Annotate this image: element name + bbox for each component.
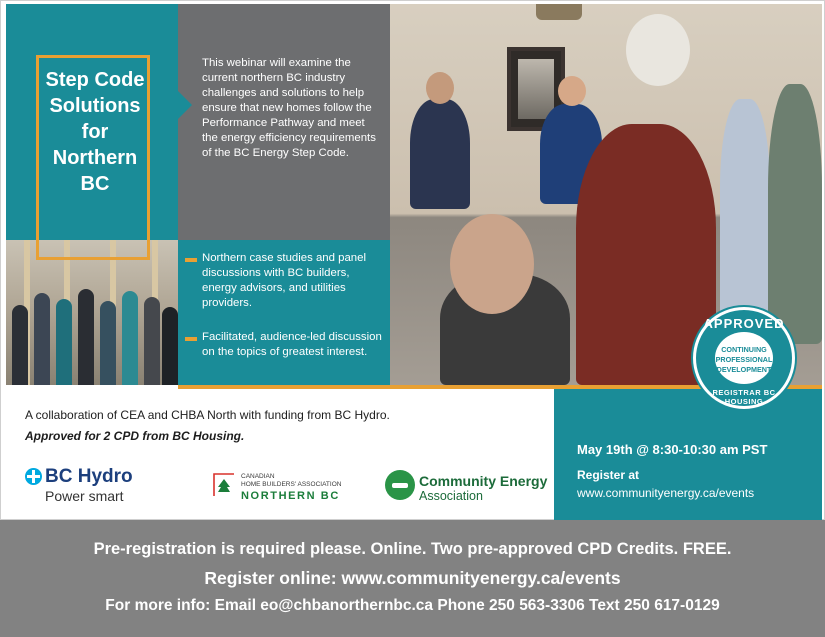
seal-line: DEVELOPMENT (716, 365, 772, 374)
bullet-item: Facilitated, audience-led discussion on the topics of greatest interest. (202, 331, 382, 358)
seal-center-text (710, 345, 778, 375)
contact-info-line: For more info: Email eo@chbanorthernbc.ca Phone 250 563-3306 Text 250 617-0129 (105, 597, 720, 614)
event-date: May 19th @ 8:30-10:30 am PST (577, 442, 768, 457)
chba-logo-icon (213, 473, 235, 497)
chba-line: HOME BUILDERS' ASSOCIATION (241, 481, 342, 488)
seal-bottom-text: REGISTRAR BC HOUSING (712, 388, 776, 406)
register-online-line[interactable]: Register online: www.communityenergy.ca/events (204, 568, 621, 588)
community-energy-logo-name: Community Energy (419, 473, 548, 489)
community-energy-logo-sub: Association (419, 489, 483, 503)
seal-line: CONTINUING (721, 345, 767, 354)
webinar-description: This webinar will examine the current northern BC industry challenges and solutions to help ensure that new homes follow the Performance Pathway and meet the energy efficiency requirements of the BC Energy Step Code. (202, 57, 376, 159)
bullet-marker (185, 258, 197, 262)
builders-photo (6, 240, 178, 385)
bc-hydro-logo-icon (25, 468, 42, 485)
register-label: Register at (577, 468, 640, 482)
title-line: Solutions (49, 95, 141, 117)
pre-registration-note: Pre-registration is required please. Online. Two pre-approved CPD Credits. FREE. (93, 540, 732, 558)
title-line: for (81, 121, 109, 143)
title-line: Northern (52, 147, 138, 169)
seal-top-text: APPROVED (703, 316, 785, 331)
bullet-marker (185, 337, 197, 341)
bc-hydro-logo-name: BC Hydro (45, 466, 133, 487)
title-line: Step Code (45, 69, 145, 91)
bc-hydro-logo-tagline: Power smart (45, 488, 124, 504)
cpd-approval-text: Approved for 2 CPD from BC Housing. (25, 429, 245, 443)
register-link[interactable]: www.communityenergy.ca/events (577, 486, 755, 500)
bullet-item: Northern case studies and panel discussions with BC builders, energy advisors, and utilities providers. (202, 252, 367, 309)
chba-logo-small-text (241, 473, 341, 489)
description-pointer (178, 91, 192, 119)
cpd-approved-seal (693, 307, 795, 409)
community-energy-logo-icon (385, 470, 415, 500)
chba-logo-region: NORTHERN BC (241, 490, 340, 502)
title-line: BC (80, 173, 110, 195)
seal-line: PROFESSIONAL (715, 355, 773, 364)
flyer-title (39, 67, 151, 197)
collaboration-text: A collaboration of CEA and CHBA North with funding from BC Hydro. (25, 408, 390, 422)
chba-line: CANADIAN (241, 473, 275, 480)
